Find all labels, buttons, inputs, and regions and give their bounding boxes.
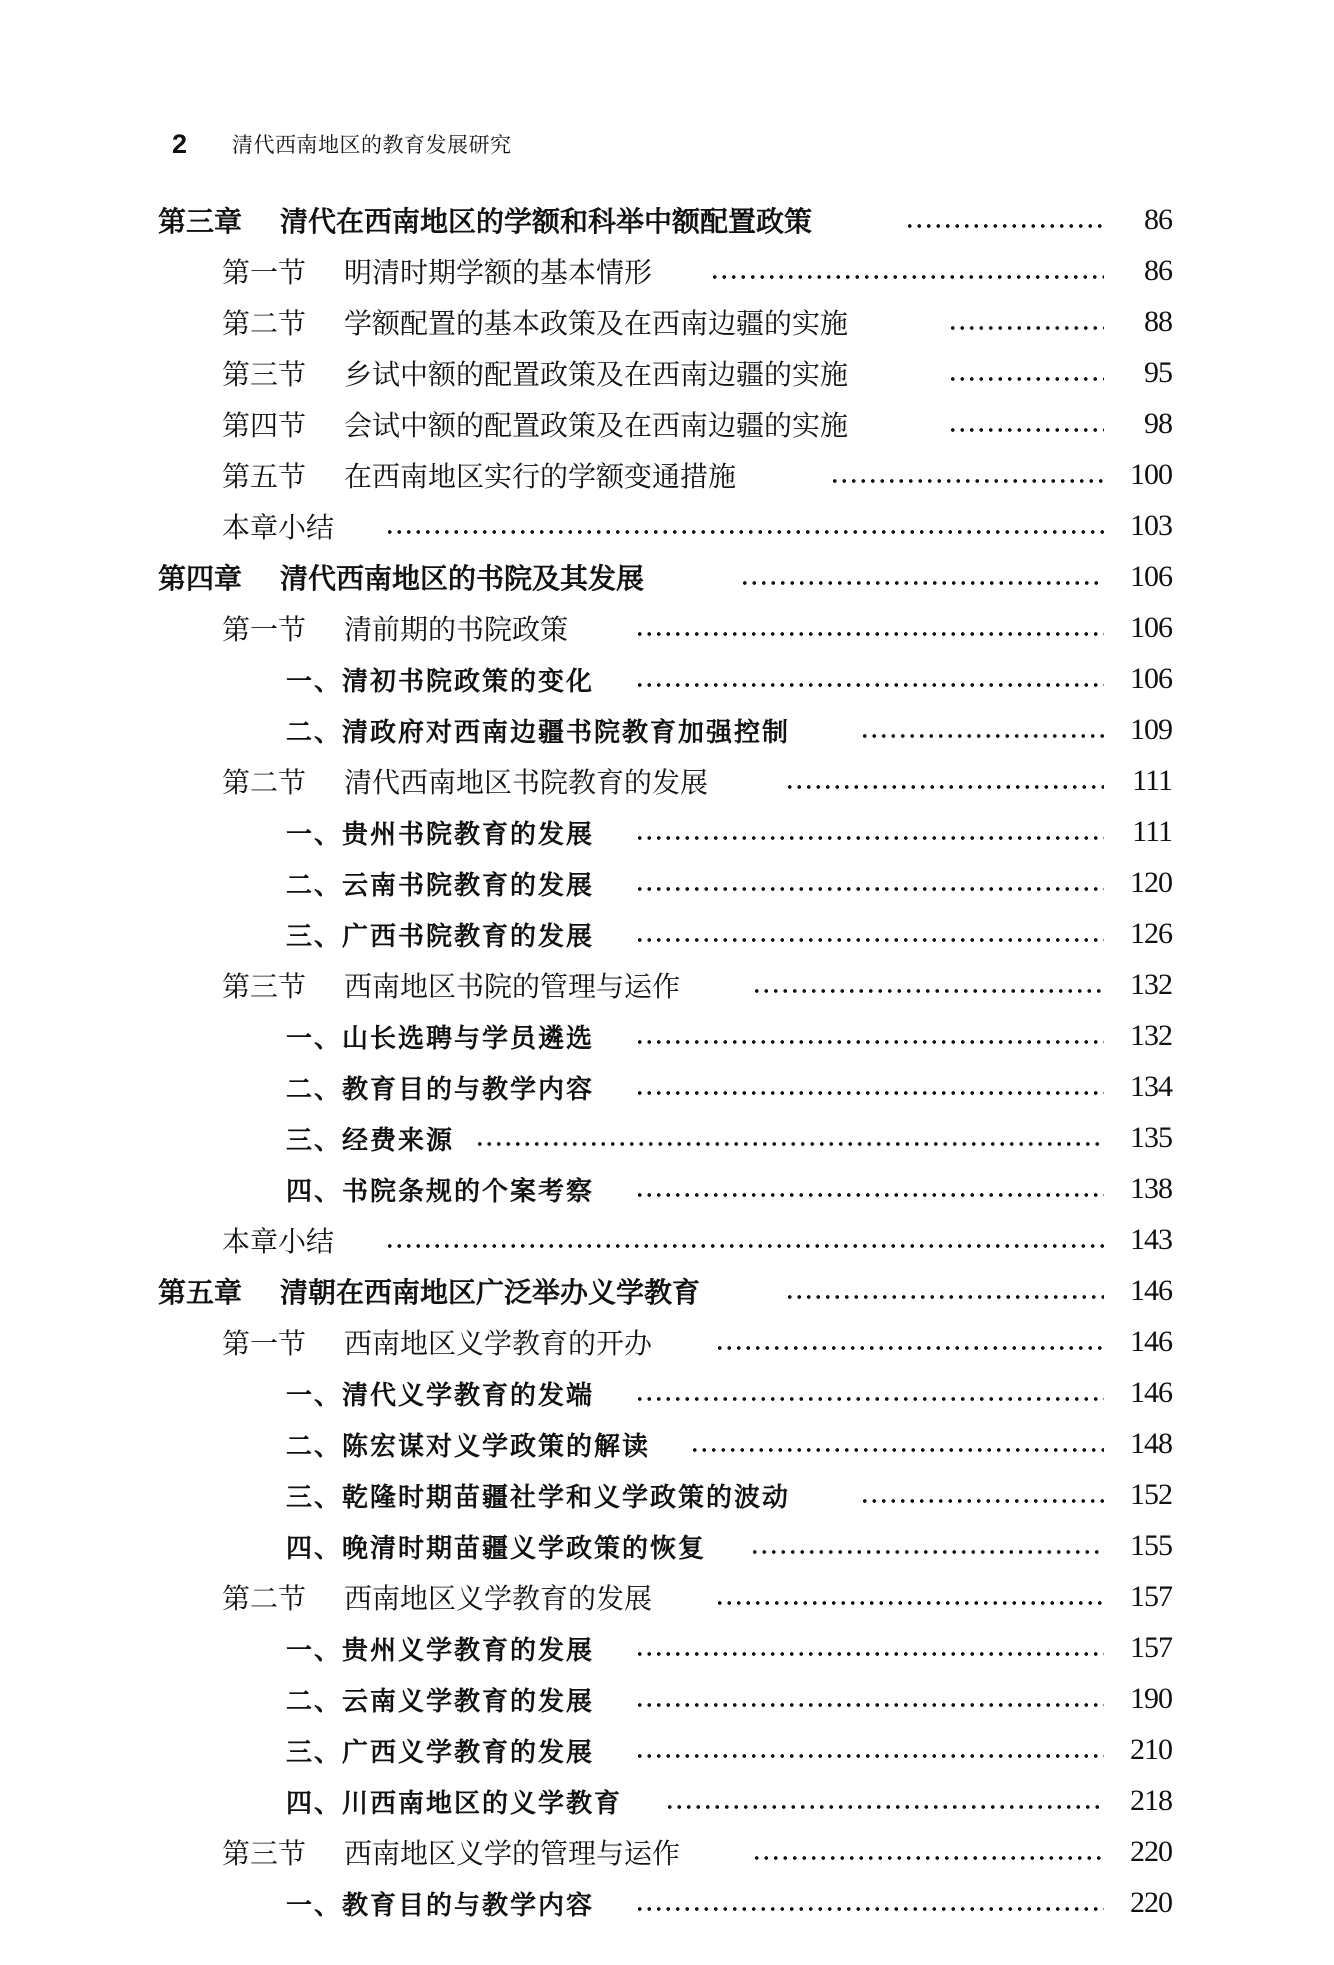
dot-leader — [635, 632, 1104, 636]
dot-leader — [830, 479, 1104, 483]
toc-entry-number: 一、 — [286, 1023, 343, 1054]
toc-entry-page: 88 — [1144, 305, 1172, 338]
toc-entry-page: 152 — [1130, 1478, 1172, 1511]
toc-entry-label — [158, 557, 644, 597]
toc-entry-page: 100 — [1130, 458, 1172, 491]
toc-entry-label — [158, 200, 812, 240]
toc-entry-title: 西南地区书院的管理与运作 — [344, 970, 681, 1003]
toc-entry-label — [222, 965, 680, 1005]
toc-entry-section[interactable] — [0, 451, 1334, 499]
toc-entry-number: 第三节 — [222, 358, 307, 391]
toc-entry-page: 146 — [1130, 1376, 1172, 1409]
toc-entry-section[interactable] — [0, 298, 1334, 346]
toc-entry-item[interactable] — [0, 1165, 1334, 1213]
toc-entry-item[interactable] — [0, 706, 1334, 754]
toc-entry-label — [222, 1832, 680, 1872]
toc-entry-title: 乡试中额的配置政策及在西南边疆的实施 — [344, 358, 849, 391]
toc-entry-label — [222, 1322, 652, 1362]
running-header — [172, 124, 512, 164]
dot-leader — [948, 377, 1104, 381]
toc-entry-title: 西南地区义学的管理与运作 — [344, 1837, 681, 1870]
toc-entry-number: 四、 — [286, 1533, 343, 1564]
toc-entry-section[interactable] — [0, 502, 1334, 550]
toc-entry-chapter[interactable] — [0, 196, 1334, 244]
toc-entry-number: 第一节 — [222, 613, 307, 646]
toc-entry-label — [222, 506, 334, 546]
dot-leader — [752, 1856, 1104, 1860]
toc-entry-label — [286, 814, 594, 851]
toc-entry-page: 95 — [1144, 356, 1172, 389]
toc-entry-label — [286, 865, 594, 902]
toc-entry-title: 教育目的与教学内容 — [342, 1890, 595, 1921]
toc-entry-title: 清代在西南地区的学额和科举中额配置政策 — [280, 205, 813, 238]
toc-entry-number: 第四节 — [222, 409, 307, 442]
dot-leader — [860, 734, 1104, 738]
toc-entry-page: 109 — [1130, 713, 1172, 746]
toc-entry-page: 143 — [1130, 1223, 1172, 1256]
toc-entry-page: 220 — [1130, 1886, 1172, 1919]
toc-entry-page: 218 — [1130, 1784, 1172, 1817]
dot-leader — [715, 1346, 1104, 1350]
toc-entry-page: 111 — [1132, 815, 1172, 848]
dot-leader — [635, 1652, 1104, 1656]
toc-entry-section[interactable] — [0, 1573, 1334, 1621]
toc-entry-label — [222, 608, 568, 648]
toc-entry-page: 210 — [1130, 1733, 1172, 1766]
toc-entry-item[interactable] — [0, 1777, 1334, 1825]
dot-leader — [635, 1091, 1104, 1095]
toc-entry-title: 清代西南地区书院教育的发展 — [344, 766, 709, 799]
toc-entry-item[interactable] — [0, 1879, 1334, 1927]
toc-entry-label — [286, 1885, 594, 1922]
toc-entry-number: 一、 — [286, 1380, 343, 1411]
toc-entry-label — [286, 1477, 790, 1514]
toc-entry-chapter[interactable] — [0, 553, 1334, 601]
toc-entry-label — [222, 761, 708, 801]
toc-entry-label — [286, 712, 790, 749]
dot-leader — [385, 1244, 1104, 1248]
toc-entry-title: 清朝在西南地区广泛举办义学教育 — [280, 1276, 701, 1309]
toc-entry-page: 138 — [1130, 1172, 1172, 1205]
toc-entry-item[interactable] — [0, 1012, 1334, 1060]
toc-entry-number: 第五章 — [158, 1276, 243, 1309]
toc-entry-page: 111 — [1132, 764, 1172, 797]
toc-entry-number: 三、 — [286, 1737, 343, 1768]
toc-entry-label — [286, 1426, 650, 1463]
toc-entry-item[interactable] — [0, 1675, 1334, 1723]
book-title: 清代西南地区的教育发展研究 — [232, 133, 512, 157]
toc-entry-section[interactable] — [0, 400, 1334, 448]
toc-entry-title: 经费来源 — [342, 1125, 455, 1156]
dot-leader — [710, 275, 1104, 279]
toc-entry-page: 126 — [1130, 917, 1172, 950]
dot-leader — [860, 1499, 1104, 1503]
toc-entry-section[interactable] — [0, 349, 1334, 397]
toc-entry-chapter[interactable] — [0, 1267, 1334, 1315]
toc-entry-page: 98 — [1144, 407, 1172, 440]
toc-entry-number: 二、 — [286, 1431, 343, 1462]
toc-entry-page: 157 — [1130, 1631, 1172, 1664]
toc-entry-title: 乾隆时期苗疆社学和义学政策的波动 — [342, 1482, 791, 1513]
toc-entry-number: 二、 — [286, 1686, 343, 1717]
dot-leader — [740, 581, 1104, 585]
toc-entry-section[interactable] — [0, 757, 1334, 805]
toc-entry-item[interactable] — [0, 655, 1334, 703]
toc-entry-item[interactable] — [0, 808, 1334, 856]
toc-entry-page: 220 — [1130, 1835, 1172, 1868]
dot-leader — [715, 1601, 1104, 1605]
toc-entry-number: 二、 — [286, 1074, 343, 1105]
dot-leader — [635, 683, 1104, 687]
dot-leader — [385, 530, 1104, 534]
toc-entry-title: 会试中额的配置政策及在西南边疆的实施 — [344, 409, 849, 442]
toc-entry-title: 西南地区义学教育的开办 — [344, 1327, 653, 1360]
toc-entry-label — [286, 1732, 594, 1769]
toc-entry-number: 第一节 — [222, 256, 307, 289]
toc-entry-number: 第三节 — [222, 970, 307, 1003]
dot-leader — [635, 1397, 1104, 1401]
toc-entry-title: 云南书院教育的发展 — [342, 870, 595, 901]
toc-entry-number: 本章小结 — [222, 1225, 335, 1258]
toc-entry-page: 86 — [1144, 203, 1172, 236]
toc-entry-number: 一、 — [286, 1890, 343, 1921]
toc-entry-item[interactable] — [0, 1063, 1334, 1111]
toc-entry-number: 四、 — [286, 1788, 343, 1819]
toc-entry-label — [286, 1018, 594, 1055]
toc-entry-title: 明清时期学额的基本情形 — [344, 256, 653, 289]
toc-entry-label — [158, 1271, 700, 1311]
dot-leader — [665, 1805, 1104, 1809]
toc-entry-number: 第三节 — [222, 1837, 307, 1870]
toc-entry-item[interactable] — [0, 1726, 1334, 1774]
toc-entry-page: 135 — [1130, 1121, 1172, 1154]
toc-entry-item[interactable] — [0, 1420, 1334, 1468]
toc-entry-label — [222, 251, 652, 291]
toc-entry-page: 134 — [1130, 1070, 1172, 1103]
toc-entry-number: 一、 — [286, 819, 343, 850]
toc-entry-section[interactable] — [0, 1828, 1334, 1876]
toc-entry-label — [286, 1528, 706, 1565]
toc-entry-number: 一、 — [286, 1635, 343, 1666]
dot-leader — [635, 1754, 1104, 1758]
toc-entry-title: 贵州义学教育的发展 — [342, 1635, 595, 1666]
toc-entry-number: 四、 — [286, 1176, 343, 1207]
toc-entry-number: 三、 — [286, 921, 343, 952]
toc-entry-page: 106 — [1130, 662, 1172, 695]
toc-entry-item[interactable] — [0, 1114, 1334, 1162]
dot-leader — [635, 1040, 1104, 1044]
dot-leader — [948, 326, 1104, 330]
toc-entry-title: 贵州书院教育的发展 — [342, 819, 595, 850]
toc-entry-title: 书院条规的个案考察 — [342, 1176, 595, 1207]
toc-entry-number: 第五节 — [222, 460, 307, 493]
toc-entry-page: 132 — [1130, 1019, 1172, 1052]
toc-entry-label — [286, 1630, 594, 1667]
toc-entry-title: 川西南地区的义学教育 — [342, 1788, 623, 1819]
toc-entry-label — [222, 1577, 652, 1617]
toc-entry-title: 在西南地区实行的学额变通措施 — [344, 460, 737, 493]
toc-entry-label — [286, 661, 594, 698]
toc-entry-number: 本章小结 — [222, 511, 335, 544]
toc-entry-page: 106 — [1130, 560, 1172, 593]
toc-entry-label — [286, 1069, 594, 1106]
toc-entry-label — [222, 455, 736, 495]
toc-entry-title: 陈宏谋对义学政策的解读 — [342, 1431, 651, 1462]
dot-leader — [475, 1142, 1104, 1146]
toc-entry-section[interactable] — [0, 1216, 1334, 1264]
toc-entry-item[interactable] — [0, 910, 1334, 958]
toc-entry-page: 120 — [1130, 866, 1172, 899]
page-number: 2 — [172, 128, 188, 159]
toc-entry-number: 三、 — [286, 1482, 343, 1513]
dot-leader — [785, 785, 1104, 789]
toc-entry-label — [286, 1171, 594, 1208]
toc-entry-page: 132 — [1130, 968, 1172, 1001]
toc-entry-number: 二、 — [286, 870, 343, 901]
toc-entry-page: 190 — [1130, 1682, 1172, 1715]
toc-entry-number: 第二节 — [222, 1582, 307, 1615]
toc-entry-page: 86 — [1144, 254, 1172, 287]
toc-entry-number: 第四章 — [158, 562, 243, 595]
toc-entry-title: 山长选聘与学员遴选 — [342, 1023, 595, 1054]
toc-entry-title: 西南地区义学教育的发展 — [344, 1582, 653, 1615]
toc-entry-number: 三、 — [286, 1125, 343, 1156]
dot-leader — [635, 938, 1104, 942]
dot-leader — [752, 989, 1104, 993]
toc-entry-label — [286, 916, 594, 953]
toc-entry-number: 第三章 — [158, 205, 243, 238]
toc-entry-title: 清前期的书院政策 — [344, 613, 569, 646]
dot-leader — [635, 836, 1104, 840]
toc-entry-label — [222, 1220, 334, 1260]
toc-entry-title: 清初书院政策的变化 — [342, 666, 595, 697]
toc-entry-label — [286, 1681, 594, 1718]
dot-leader — [635, 887, 1104, 891]
toc-entry-page: 146 — [1130, 1325, 1172, 1358]
toc-entry-number: 一、 — [286, 666, 343, 697]
toc-entry-title: 学额配置的基本政策及在西南边疆的实施 — [344, 307, 849, 340]
toc-entry-number: 第二节 — [222, 766, 307, 799]
toc-entry-page: 106 — [1130, 611, 1172, 644]
toc-entry-item[interactable] — [0, 1624, 1334, 1672]
dot-leader — [635, 1193, 1104, 1197]
toc-entry-label — [286, 1783, 622, 1820]
toc-entry-title: 广西书院教育的发展 — [342, 921, 595, 952]
toc-entry-title: 清政府对西南边疆书院教育加强控制 — [342, 717, 791, 748]
toc-entry-page: 146 — [1130, 1274, 1172, 1307]
toc-entry-number: 第二节 — [222, 307, 307, 340]
toc-entry-item[interactable] — [0, 1471, 1334, 1519]
toc-entry-title: 晚清时期苗疆义学政策的恢复 — [342, 1533, 707, 1564]
toc-entry-page: 103 — [1130, 509, 1172, 542]
toc-entry-section[interactable] — [0, 961, 1334, 1009]
toc-entry-label — [222, 302, 848, 342]
dot-leader — [690, 1448, 1104, 1452]
dot-leader — [905, 224, 1104, 228]
dot-leader — [635, 1907, 1104, 1911]
toc-entry-item[interactable] — [0, 859, 1334, 907]
toc-entry-label — [286, 1375, 594, 1412]
toc-entry-section[interactable] — [0, 247, 1334, 295]
toc-entry-label — [222, 353, 848, 393]
toc-entry-title: 广西义学教育的发展 — [342, 1737, 595, 1768]
dot-leader — [948, 428, 1104, 432]
toc-entry-page: 148 — [1130, 1427, 1172, 1460]
toc-entry-item[interactable] — [0, 1522, 1334, 1570]
toc-entry-page: 155 — [1130, 1529, 1172, 1562]
toc-entry-number: 二、 — [286, 717, 343, 748]
toc-entry-title: 清代义学教育的发端 — [342, 1380, 595, 1411]
toc-entry-section[interactable] — [0, 604, 1334, 652]
toc-entry-title: 清代西南地区的书院及其发展 — [280, 562, 645, 595]
dot-leader — [785, 1295, 1104, 1299]
toc-entry-label — [222, 404, 848, 444]
toc-entry-label — [286, 1120, 454, 1157]
toc-entry-title: 云南义学教育的发展 — [342, 1686, 595, 1717]
toc-entry-section[interactable] — [0, 1318, 1334, 1366]
toc-entry-title: 教育目的与教学内容 — [342, 1074, 595, 1105]
toc-entry-number: 第一节 — [222, 1327, 307, 1360]
toc-entry-item[interactable] — [0, 1369, 1334, 1417]
dot-leader — [635, 1703, 1104, 1707]
dot-leader — [750, 1550, 1104, 1554]
toc-entry-page: 157 — [1130, 1580, 1172, 1613]
